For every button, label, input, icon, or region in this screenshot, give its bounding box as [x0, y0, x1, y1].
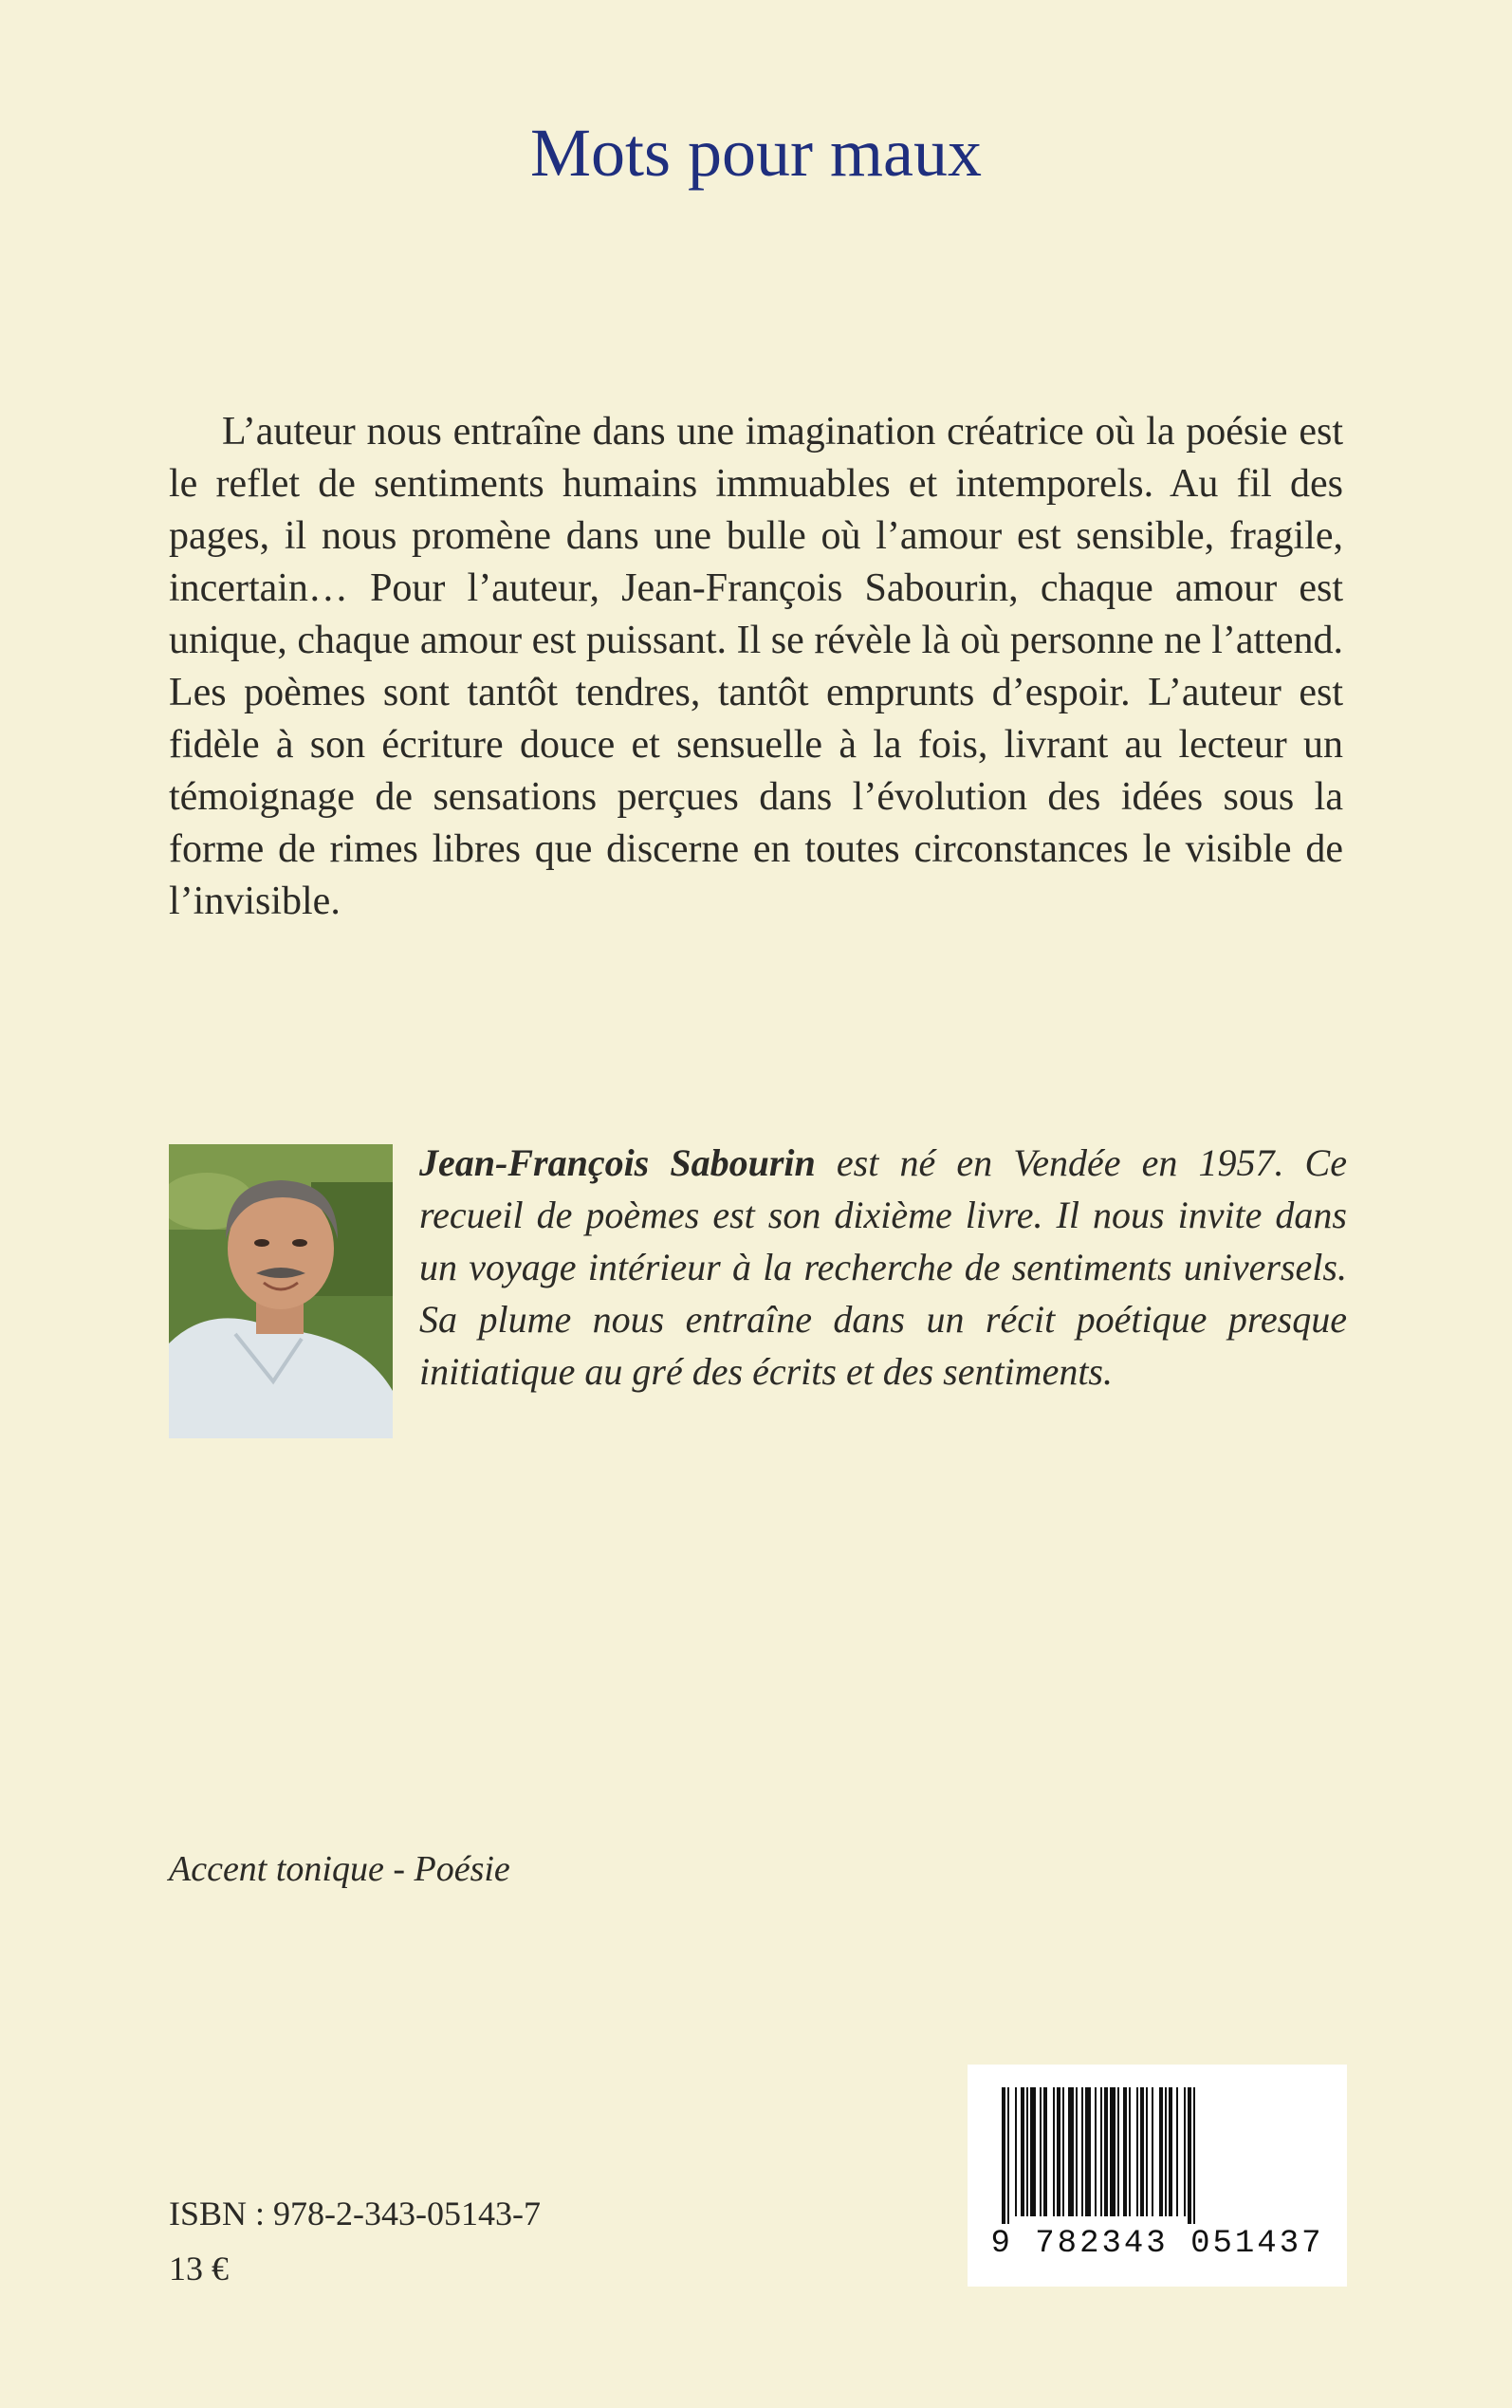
barcode-bar [1057, 2087, 1060, 2216]
barcode-bar [1015, 2087, 1017, 2216]
collection-label: Accent tonique - Poésie [169, 1849, 510, 1889]
author-bio-text: est né en Vendée en 1957. Ce recueil de poèmes est son dixième livre. Il nous invite dans un voyage intérieur à la recherche de sentiments universels. Sa plume nous entraîne dans un récit poétique presque initiatique au gré des écrits et des sentiments. [419, 1141, 1347, 1393]
barcode-bar [1053, 2087, 1055, 2216]
author-photo [169, 1144, 393, 1438]
barcode-bar [1081, 2087, 1083, 2216]
barcode-bar [1188, 2087, 1191, 2224]
barcode-bar [1026, 2087, 1028, 2216]
barcode-bar [1007, 2087, 1009, 2224]
barcode-digits: 9 782343 051437 [990, 2226, 1324, 2262]
barcode-bar [1021, 2087, 1024, 2216]
barcode-bar [1117, 2087, 1119, 2216]
barcode-bar [1159, 2087, 1163, 2216]
barcode-bar [1176, 2087, 1178, 2216]
barcode-bar [1169, 2087, 1172, 2216]
barcode-bar [1104, 2087, 1108, 2216]
barcode-bar [1085, 2087, 1091, 2216]
barcode-bar [1095, 2087, 1097, 2216]
barcode-bar [1165, 2087, 1167, 2216]
barcode-bar [1110, 2087, 1116, 2216]
isbn: ISBN : 978-2-343-05143-7 [169, 2195, 541, 2232]
barcode-bar [1068, 2087, 1074, 2216]
barcode-bar [1193, 2087, 1195, 2224]
barcode [968, 2065, 1347, 2287]
price: 13 € [169, 2250, 229, 2288]
barcode-bar [1043, 2087, 1047, 2216]
barcode-bar [1040, 2087, 1042, 2216]
barcode-bar [1030, 2087, 1036, 2216]
barcode-bar [1123, 2087, 1127, 2216]
book-title: Mots pour maux [530, 115, 982, 191]
barcode-bar [1152, 2087, 1153, 2216]
author-name: Jean-François Sabourin [419, 1141, 816, 1184]
barcode-bar [1184, 2087, 1186, 2216]
barcode-bar [1002, 2087, 1005, 2224]
author-bio [419, 1137, 1347, 1398]
barcode-bar [1140, 2087, 1144, 2216]
author-portrait-image [169, 1144, 393, 1438]
barcode-bar [1146, 2087, 1148, 2216]
barcode-bar [1062, 2087, 1064, 2216]
back-cover-blurb: L’auteur nous entraîne dans une imagination créatrice où la poésie est le reflet de sentiments humains immuables et intemporels. Au fil des pages, il nous promène dans une bulle où l’amour est sensible, fragile, incertain… Pour l’auteur, Jean-François Sabourin, chaque amour est unique, chaque amour est puissant. Il se révèle là où personne ne l’attend. Les poèmes sont tantôt tendres, tantôt emprunts d’espoir. L’auteur est fidèle à son écriture douce et sensuelle à la fois, livrant au lecteur un témoignage de sensations perçues dans l’évolution des idées sous la forme de rimes libres que discerne en toutes circonstances le visible de l’invisible. [169, 410, 1343, 923]
barcode-bar [1136, 2087, 1138, 2216]
barcode-bar [1100, 2087, 1102, 2216]
barcode-bar [1076, 2087, 1078, 2216]
barcode-bars [1002, 2087, 1313, 2224]
barcode-bar [1129, 2087, 1131, 2216]
